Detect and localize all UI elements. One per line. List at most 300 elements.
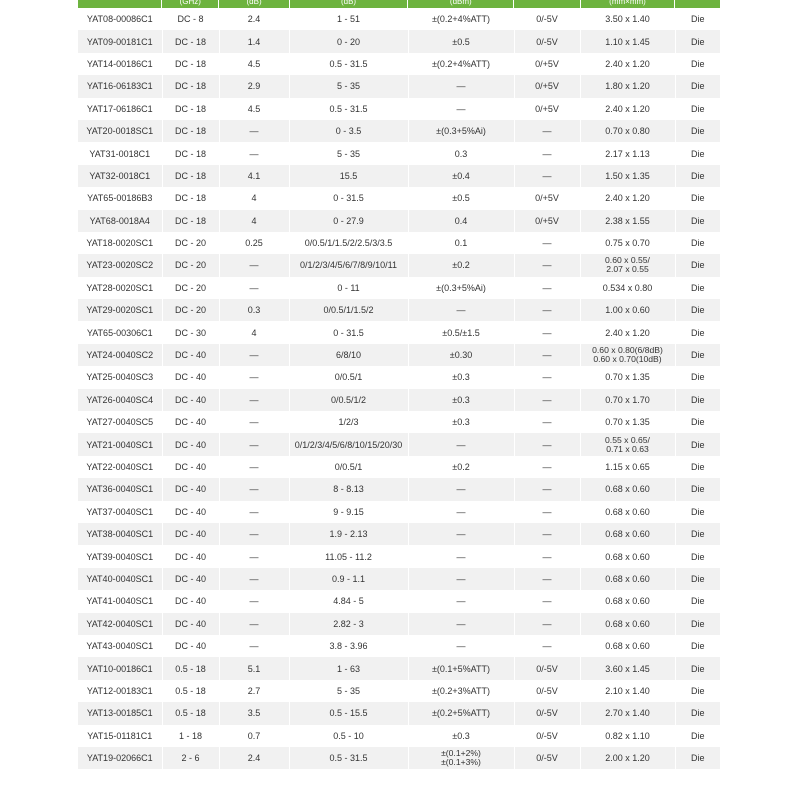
table-row: [78, 321, 720, 343]
table-row: [78, 635, 720, 657]
table-header-row: [78, 0, 720, 8]
size-cell: 2.38 x 1.55: [580, 210, 675, 232]
attenuation-range-cell: 0/1/2/3/4/5/6/7/8/9/10/11: [289, 254, 408, 276]
control-voltage-cell: —: [514, 277, 580, 299]
control-voltage-cell: —: [514, 635, 580, 657]
frequency-cell: DC - 20: [162, 254, 219, 276]
control-voltage-cell: 0/-5V: [514, 657, 580, 679]
part-number-cell: YAT19-02066C1: [78, 747, 162, 769]
insertion-loss-cell: 0.7: [219, 725, 289, 747]
control-voltage-cell: —: [514, 232, 580, 254]
size-cell: 0.60 x 0.80(6/8dB) 0.60 x 0.70(10dB): [580, 344, 675, 366]
package-cell: Die: [675, 747, 720, 769]
part-number-cell: YAT29-0020SC1: [78, 299, 162, 321]
size-cell: 1.80 x 1.20: [580, 75, 675, 97]
size-cell: 1.00 x 0.60: [580, 299, 675, 321]
frequency-cell: DC - 18: [162, 30, 219, 52]
package-cell: Die: [675, 8, 720, 30]
part-number-cell: YAT23-0020SC2: [78, 254, 162, 276]
package-cell: Die: [675, 501, 720, 523]
frequency-cell: DC - 18: [162, 75, 219, 97]
header-cell: [675, 0, 720, 8]
size-cell: 0.70 x 1.70: [580, 389, 675, 411]
control-voltage-cell: 0/+5V: [514, 98, 580, 120]
frequency-cell: DC - 40: [162, 411, 219, 433]
frequency-cell: DC - 40: [162, 478, 219, 500]
package-cell: Die: [675, 545, 720, 567]
control-voltage-cell: —: [514, 366, 580, 388]
frequency-cell: DC - 40: [162, 613, 219, 635]
insertion-loss-cell: —: [219, 366, 289, 388]
header-cell: (GHz): [162, 0, 219, 8]
size-cell: 0.75 x 0.70: [580, 232, 675, 254]
control-voltage-cell: 0/-5V: [514, 680, 580, 702]
frequency-cell: DC - 18: [162, 53, 219, 75]
package-cell: Die: [675, 456, 720, 478]
insertion-loss-cell: —: [219, 120, 289, 142]
part-number-cell: YAT37-0040SC1: [78, 501, 162, 523]
control-voltage-cell: 0/+5V: [514, 53, 580, 75]
accuracy-cell: ±(0.2+4%ATT): [408, 8, 514, 30]
accuracy-cell: ±0.5: [408, 30, 514, 52]
package-cell: Die: [675, 366, 720, 388]
insertion-loss-cell: 4.5: [219, 98, 289, 120]
accuracy-cell: —: [408, 299, 514, 321]
control-voltage-cell: —: [514, 389, 580, 411]
attenuation-range-cell: 0 - 31.5: [289, 187, 408, 209]
package-cell: Die: [675, 568, 720, 590]
insertion-loss-cell: 4.1: [219, 165, 289, 187]
accuracy-cell: ±0.3: [408, 725, 514, 747]
accuracy-cell: —: [408, 478, 514, 500]
package-cell: Die: [675, 702, 720, 724]
control-voltage-cell: —: [514, 501, 580, 523]
part-number-cell: YAT38-0040SC1: [78, 523, 162, 545]
insertion-loss-cell: 4: [219, 187, 289, 209]
insertion-loss-cell: —: [219, 568, 289, 590]
package-cell: Die: [675, 433, 720, 455]
frequency-cell: DC - 18: [162, 98, 219, 120]
package-cell: Die: [675, 680, 720, 702]
accuracy-cell: —: [408, 98, 514, 120]
part-number-cell: YAT42-0040SC1: [78, 613, 162, 635]
part-number-cell: YAT09-00181C1: [78, 30, 162, 52]
size-cell: 0.68 x 0.60: [580, 613, 675, 635]
size-cell: 0.534 x 0.80: [580, 277, 675, 299]
attenuation-range-cell: 15.5: [289, 165, 408, 187]
part-number-cell: YAT68-0018A4: [78, 210, 162, 232]
frequency-cell: DC - 18: [162, 142, 219, 164]
size-cell: 0.55 x 0.65/ 0.71 x 0.63: [580, 433, 675, 455]
package-cell: Die: [675, 142, 720, 164]
table-row: [78, 75, 720, 97]
size-cell: 0.70 x 1.35: [580, 411, 675, 433]
package-cell: Die: [675, 389, 720, 411]
table-row: [78, 702, 720, 724]
insertion-loss-cell: —: [219, 523, 289, 545]
insertion-loss-cell: —: [219, 478, 289, 500]
package-cell: Die: [675, 98, 720, 120]
size-cell: 0.68 x 0.60: [580, 501, 675, 523]
package-cell: Die: [675, 478, 720, 500]
table-row: [78, 142, 720, 164]
table-row: [78, 478, 720, 500]
insertion-loss-cell: 2.7: [219, 680, 289, 702]
part-number-cell: YAT39-0040SC1: [78, 545, 162, 567]
frequency-cell: DC - 40: [162, 568, 219, 590]
part-number-cell: YAT65-00186B3: [78, 187, 162, 209]
control-voltage-cell: 0/-5V: [514, 8, 580, 30]
accuracy-cell: ±(0.3+5%Ai): [408, 277, 514, 299]
accuracy-cell: —: [408, 523, 514, 545]
header-cell: (dB): [219, 0, 289, 8]
control-voltage-cell: 0/-5V: [514, 725, 580, 747]
table-row: [78, 53, 720, 75]
insertion-loss-cell: —: [219, 545, 289, 567]
frequency-cell: DC - 40: [162, 590, 219, 612]
control-voltage-cell: 0/+5V: [514, 210, 580, 232]
attenuation-range-cell: 11.05 - 11.2: [289, 545, 408, 567]
frequency-cell: DC - 40: [162, 389, 219, 411]
frequency-cell: DC - 40: [162, 545, 219, 567]
attenuation-range-cell: 0/0.5/1: [289, 366, 408, 388]
control-voltage-cell: —: [514, 120, 580, 142]
frequency-cell: DC - 20: [162, 299, 219, 321]
attenuation-range-cell: 1/2/3: [289, 411, 408, 433]
frequency-cell: 2 - 6: [162, 747, 219, 769]
insertion-loss-cell: 2.9: [219, 75, 289, 97]
part-number-cell: YAT25-0040SC3: [78, 366, 162, 388]
attenuation-range-cell: 5 - 35: [289, 75, 408, 97]
attenuation-range-cell: 0 - 31.5: [289, 321, 408, 343]
insertion-loss-cell: 0.25: [219, 232, 289, 254]
table-row: [78, 8, 720, 30]
table-row: [78, 590, 720, 612]
frequency-cell: 0.5 - 18: [162, 680, 219, 702]
frequency-cell: DC - 20: [162, 232, 219, 254]
package-cell: Die: [675, 254, 720, 276]
attenuation-range-cell: 0.5 - 31.5: [289, 98, 408, 120]
control-voltage-cell: —: [514, 433, 580, 455]
part-number-cell: YAT65-00306C1: [78, 321, 162, 343]
insertion-loss-cell: —: [219, 277, 289, 299]
table-row: [78, 299, 720, 321]
part-number-cell: YAT21-0040SC1: [78, 433, 162, 455]
attenuation-range-cell: 0.5 - 10: [289, 725, 408, 747]
insertion-loss-cell: —: [219, 613, 289, 635]
accuracy-cell: ±0.30: [408, 344, 514, 366]
part-number-cell: YAT22-0040SC1: [78, 456, 162, 478]
attenuation-range-cell: 0 - 3.5: [289, 120, 408, 142]
part-number-cell: YAT43-0040SC1: [78, 635, 162, 657]
attenuator-spec-table: [78, 8, 720, 769]
control-voltage-cell: —: [514, 411, 580, 433]
package-cell: Die: [675, 523, 720, 545]
part-number-cell: YAT36-0040SC1: [78, 478, 162, 500]
attenuation-range-cell: 0 - 11: [289, 277, 408, 299]
header-cell: [514, 0, 580, 8]
control-voltage-cell: —: [514, 299, 580, 321]
package-cell: Die: [675, 299, 720, 321]
frequency-cell: DC - 40: [162, 456, 219, 478]
control-voltage-cell: —: [514, 165, 580, 187]
package-cell: Die: [675, 613, 720, 635]
frequency-cell: 0.5 - 18: [162, 702, 219, 724]
attenuation-range-cell: 6/8/10: [289, 344, 408, 366]
control-voltage-cell: 0/-5V: [514, 702, 580, 724]
package-cell: Die: [675, 210, 720, 232]
part-number-cell: YAT10-00186C1: [78, 657, 162, 679]
attenuation-range-cell: 0/0.5/1: [289, 456, 408, 478]
size-cell: 0.70 x 1.35: [580, 366, 675, 388]
attenuation-range-cell: 2.82 - 3: [289, 613, 408, 635]
control-voltage-cell: —: [514, 523, 580, 545]
attenuation-range-cell: 0.9 - 1.1: [289, 568, 408, 590]
package-cell: Die: [675, 75, 720, 97]
attenuation-range-cell: 0.5 - 31.5: [289, 53, 408, 75]
control-voltage-cell: —: [514, 568, 580, 590]
accuracy-cell: ±(0.3+5%Ai): [408, 120, 514, 142]
table-row: [78, 254, 720, 276]
attenuation-range-cell: 9 - 9.15: [289, 501, 408, 523]
table-row: [78, 277, 720, 299]
frequency-cell: DC - 40: [162, 501, 219, 523]
control-voltage-cell: 0/-5V: [514, 747, 580, 769]
size-cell: 1.50 x 1.35: [580, 165, 675, 187]
insertion-loss-cell: —: [219, 411, 289, 433]
control-voltage-cell: —: [514, 478, 580, 500]
insertion-loss-cell: 4: [219, 210, 289, 232]
table-row: [78, 165, 720, 187]
attenuation-range-cell: 3.8 - 3.96: [289, 635, 408, 657]
package-cell: Die: [675, 657, 720, 679]
frequency-cell: DC - 18: [162, 165, 219, 187]
control-voltage-cell: —: [514, 545, 580, 567]
control-voltage-cell: —: [514, 321, 580, 343]
insertion-loss-cell: 2.4: [219, 8, 289, 30]
size-cell: 3.60 x 1.45: [580, 657, 675, 679]
table-row: [78, 30, 720, 52]
attenuation-range-cell: 1 - 63: [289, 657, 408, 679]
attenuation-range-cell: 1 - 51: [289, 8, 408, 30]
frequency-cell: DC - 30: [162, 321, 219, 343]
attenuation-range-cell: 0/0.5/1/1.5/2/2.5/3/3.5: [289, 232, 408, 254]
frequency-cell: DC - 20: [162, 277, 219, 299]
table-row: [78, 232, 720, 254]
frequency-cell: 1 - 18: [162, 725, 219, 747]
table-row: [78, 545, 720, 567]
control-voltage-cell: —: [514, 613, 580, 635]
attenuation-range-cell: 0/1/2/3/4/5/6/8/10/15/20/30: [289, 433, 408, 455]
size-cell: 0.82 x 1.10: [580, 725, 675, 747]
insertion-loss-cell: —: [219, 590, 289, 612]
package-cell: Die: [675, 187, 720, 209]
package-cell: Die: [675, 344, 720, 366]
package-cell: Die: [675, 635, 720, 657]
attenuation-range-cell: 0/0.5/1/1.5/2: [289, 299, 408, 321]
frequency-cell: DC - 40: [162, 523, 219, 545]
accuracy-cell: ±0.2: [408, 456, 514, 478]
table-row: [78, 657, 720, 679]
package-cell: Die: [675, 725, 720, 747]
header-cell: (dB): [290, 0, 409, 8]
insertion-loss-cell: —: [219, 344, 289, 366]
size-cell: 2.00 x 1.20: [580, 747, 675, 769]
table-row: [78, 389, 720, 411]
accuracy-cell: 0.3: [408, 142, 514, 164]
attenuation-range-cell: 0 - 20: [289, 30, 408, 52]
size-cell: 2.40 x 1.20: [580, 98, 675, 120]
frequency-cell: DC - 18: [162, 210, 219, 232]
attenuation-range-cell: 0/0.5/1/2: [289, 389, 408, 411]
size-cell: 1.10 x 1.45: [580, 30, 675, 52]
attenuation-range-cell: 4.84 - 5: [289, 590, 408, 612]
package-cell: Die: [675, 411, 720, 433]
accuracy-cell: ±0.3: [408, 411, 514, 433]
part-number-cell: YAT26-0040SC4: [78, 389, 162, 411]
control-voltage-cell: —: [514, 590, 580, 612]
accuracy-cell: 0.1: [408, 232, 514, 254]
attenuation-range-cell: 1.9 - 2.13: [289, 523, 408, 545]
insertion-loss-cell: 2.4: [219, 747, 289, 769]
insertion-loss-cell: 3.5: [219, 702, 289, 724]
part-number-cell: YAT28-0020SC1: [78, 277, 162, 299]
package-cell: Die: [675, 277, 720, 299]
size-cell: 2.40 x 1.20: [580, 321, 675, 343]
part-number-cell: YAT32-0018C1: [78, 165, 162, 187]
accuracy-cell: —: [408, 75, 514, 97]
part-number-cell: YAT12-00183C1: [78, 680, 162, 702]
table-body: [78, 8, 720, 769]
table-row: [78, 747, 720, 769]
insertion-loss-cell: —: [219, 142, 289, 164]
accuracy-cell: ±(0.2+4%ATT): [408, 53, 514, 75]
table-row: [78, 613, 720, 635]
frequency-cell: DC - 40: [162, 344, 219, 366]
accuracy-cell: ±(0.2+5%ATT): [408, 702, 514, 724]
insertion-loss-cell: —: [219, 456, 289, 478]
part-number-cell: YAT13-00185C1: [78, 702, 162, 724]
frequency-cell: DC - 8: [162, 8, 219, 30]
attenuation-range-cell: 0.5 - 31.5: [289, 747, 408, 769]
part-number-cell: YAT16-06183C1: [78, 75, 162, 97]
package-cell: Die: [675, 165, 720, 187]
table-row: [78, 501, 720, 523]
accuracy-cell: —: [408, 635, 514, 657]
size-cell: 2.40 x 1.20: [580, 53, 675, 75]
part-number-cell: YAT27-0040SC5: [78, 411, 162, 433]
package-cell: Die: [675, 232, 720, 254]
part-number-cell: YAT18-0020SC1: [78, 232, 162, 254]
attenuation-range-cell: 5 - 35: [289, 680, 408, 702]
size-cell: 0.68 x 0.60: [580, 568, 675, 590]
part-number-cell: YAT20-0018SC1: [78, 120, 162, 142]
accuracy-cell: —: [408, 501, 514, 523]
insertion-loss-cell: —: [219, 389, 289, 411]
frequency-cell: 0.5 - 18: [162, 657, 219, 679]
part-number-cell: YAT24-0040SC2: [78, 344, 162, 366]
insertion-loss-cell: 5.1: [219, 657, 289, 679]
accuracy-cell: ±0.2: [408, 254, 514, 276]
package-cell: Die: [675, 53, 720, 75]
package-cell: Die: [675, 120, 720, 142]
accuracy-cell: ±0.3: [408, 389, 514, 411]
size-cell: 0.68 x 0.60: [580, 545, 675, 567]
control-voltage-cell: —: [514, 142, 580, 164]
package-cell: Die: [675, 321, 720, 343]
size-cell: 0.68 x 0.60: [580, 635, 675, 657]
accuracy-cell: ±(0.2+3%ATT): [408, 680, 514, 702]
size-cell: 2.17 x 1.13: [580, 142, 675, 164]
control-voltage-cell: —: [514, 344, 580, 366]
size-cell: 0.68 x 0.60: [580, 478, 675, 500]
control-voltage-cell: 0/-5V: [514, 30, 580, 52]
part-number-cell: YAT08-00086C1: [78, 8, 162, 30]
table-row: [78, 98, 720, 120]
header-cell: [78, 0, 162, 8]
control-voltage-cell: 0/+5V: [514, 187, 580, 209]
part-number-cell: YAT14-00186C1: [78, 53, 162, 75]
size-cell: 2.10 x 1.40: [580, 680, 675, 702]
insertion-loss-cell: —: [219, 254, 289, 276]
table-row: [78, 568, 720, 590]
size-cell: 0.68 x 0.60: [580, 523, 675, 545]
insertion-loss-cell: —: [219, 635, 289, 657]
accuracy-cell: —: [408, 613, 514, 635]
attenuation-range-cell: 5 - 35: [289, 142, 408, 164]
table-row: [78, 433, 720, 455]
table-row: [78, 344, 720, 366]
frequency-cell: DC - 40: [162, 366, 219, 388]
accuracy-cell: —: [408, 433, 514, 455]
accuracy-cell: —: [408, 545, 514, 567]
control-voltage-cell: —: [514, 254, 580, 276]
part-number-cell: YAT15-01181C1: [78, 725, 162, 747]
table-row: [78, 210, 720, 232]
accuracy-cell: ±0.5/±1.5: [408, 321, 514, 343]
insertion-loss-cell: 4.5: [219, 53, 289, 75]
part-number-cell: YAT40-0040SC1: [78, 568, 162, 590]
size-cell: 0.70 x 0.80: [580, 120, 675, 142]
size-cell: 1.15 x 0.65: [580, 456, 675, 478]
control-voltage-cell: 0/+5V: [514, 75, 580, 97]
accuracy-cell: 0.4: [408, 210, 514, 232]
size-cell: 2.40 x 1.20: [580, 187, 675, 209]
size-cell: 0.60 x 0.55/ 2.07 x 0.55: [580, 254, 675, 276]
insertion-loss-cell: 4: [219, 321, 289, 343]
accuracy-cell: ±(0.1+2%) ±(0.1+3%): [408, 747, 514, 769]
accuracy-cell: ±0.3: [408, 366, 514, 388]
part-number-cell: YAT31-0018C1: [78, 142, 162, 164]
attenuation-range-cell: 8 - 8.13: [289, 478, 408, 500]
header-cell: (dBm): [408, 0, 514, 8]
table-row: [78, 187, 720, 209]
table-row: [78, 725, 720, 747]
control-voltage-cell: —: [514, 456, 580, 478]
table-row: [78, 456, 720, 478]
accuracy-cell: ±0.4: [408, 165, 514, 187]
size-cell: 2.70 x 1.40: [580, 702, 675, 724]
accuracy-cell: ±0.5: [408, 187, 514, 209]
insertion-loss-cell: —: [219, 501, 289, 523]
accuracy-cell: —: [408, 568, 514, 590]
size-cell: 3.50 x 1.40: [580, 8, 675, 30]
part-number-cell: YAT41-0040SC1: [78, 590, 162, 612]
accuracy-cell: ±(0.1+5%ATT): [408, 657, 514, 679]
size-cell: 0.68 x 0.60: [580, 590, 675, 612]
part-number-cell: YAT17-06186C1: [78, 98, 162, 120]
package-cell: Die: [675, 590, 720, 612]
